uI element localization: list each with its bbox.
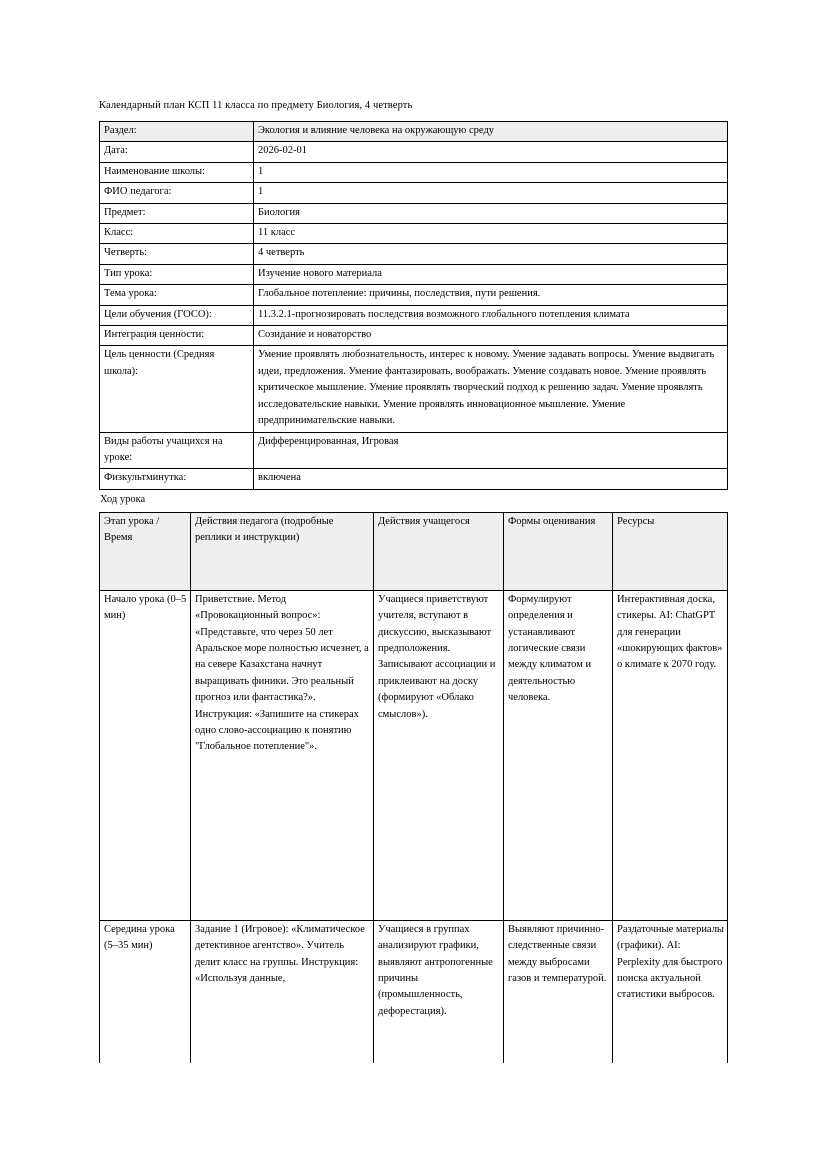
cell-stage: Начало урока (0–5 мин)	[100, 590, 191, 920]
info-value: 2026-02-01	[254, 142, 728, 162]
cell-resources: Интерактивная доска, стикеры. AI: ChatGPT для генерации «шокирующих фактов» о климате к 2070 году.	[613, 590, 728, 920]
info-label: Предмет:	[100, 203, 254, 223]
info-label: Цели обучения (ГОСО):	[100, 305, 254, 325]
info-label: Виды работы учащихся на уроке:	[100, 432, 254, 469]
info-value: Экология и влияние человека на окружающую среду	[254, 122, 728, 142]
table-row	[100, 122, 728, 142]
info-label: Физкультминутка:	[100, 469, 254, 489]
table-row	[100, 469, 728, 489]
lesson-info-table-body	[100, 122, 728, 490]
section-heading-lesson-flow: Ход урока	[100, 493, 146, 505]
table-row	[100, 305, 728, 325]
info-value: 1	[254, 183, 728, 203]
info-label: ФИО педагога:	[100, 183, 254, 203]
info-value: 11.3.2.1-прогнозировать последствия возможного глобального потепления климата	[254, 305, 728, 325]
table-row	[100, 264, 728, 284]
info-label: Наименование школы:	[100, 162, 254, 182]
info-value: Умение проявлять любознательность, интерес к новому. Умение задавать вопросы. Умение выдвигать идеи, предложения. Умение фантазировать, воображать. Умение создавать новое. Умение проявлять критическое мышление. Умение проявлять творческий подход к решению задач. Умение проявлять исследовательские навыки. Умение проявлять инновационное мышление. Умение предпринимательские навыки.	[254, 346, 728, 432]
cell-assessment: Выявляют причинно-следственные связи между выбросами газов и температурой.	[504, 920, 613, 1063]
info-label: Цель ценности (Средняя школа):	[100, 346, 254, 432]
table-row	[100, 244, 728, 264]
info-value: 11 класс	[254, 224, 728, 244]
table-row	[100, 162, 728, 182]
info-label: Класс:	[100, 224, 254, 244]
column-header-stage: Этап урока / Время	[100, 512, 191, 590]
info-label: Раздел:	[100, 122, 254, 142]
table-row	[100, 590, 728, 920]
info-value: Дифференцированная, Игровая	[254, 432, 728, 469]
info-label: Тема урока:	[100, 285, 254, 305]
table-row	[100, 346, 728, 432]
info-label: Дата:	[100, 142, 254, 162]
cell-teacher-actions: Приветствие. Метод «Провокационный вопрос»: «Представьте, что через 50 лет Аральское море полностью исчезнет, а на севере Казахстана начнут выращивать финики. Это реальный прогноз или фантастика?». Инструкция: «Запишите на стикерах одно слово-ассоциацию к понятию "Глобальное потепление"».	[191, 590, 374, 920]
info-value: Глобальное потепление: причины, последствия, пути решения.	[254, 285, 728, 305]
column-header-student-actions: Действия учащегося	[374, 512, 504, 590]
table-row	[100, 183, 728, 203]
cell-student-actions: Учащиеся в группах анализируют графики, выявляют антропогенные причины (промышленность, дефорестация).	[374, 920, 504, 1063]
info-value: 4 четверть	[254, 244, 728, 264]
column-header-resources: Ресурсы	[613, 512, 728, 590]
info-value: включена	[254, 469, 728, 489]
column-header-teacher-actions: Действия педагога (подробные реплики и инструкции)	[191, 512, 374, 590]
cell-student-actions: Учащиеся приветствуют учителя, вступают в дискуссию, высказывают предположения. Записывают ассоциации и приклеивают на доску (формируют «Облако смыслов»).	[374, 590, 504, 920]
table-header-row	[100, 512, 728, 590]
table-row	[100, 285, 728, 305]
info-value: Созидание и новаторство	[254, 326, 728, 346]
info-label: Четверть:	[100, 244, 254, 264]
cell-teacher-actions: Задание 1 (Игровое): «Климатическое детективное агентство». Учитель делит класс на группы. Инструкция: «Используя данные,	[191, 920, 374, 1063]
table-row	[100, 142, 728, 162]
info-value: Биология	[254, 203, 728, 223]
document-body	[99, 99, 727, 1063]
cell-assessment: Формулируют определения и устанавливают логические связи между климатом и деятельностью человека.	[504, 590, 613, 920]
info-label: Тип урока:	[100, 264, 254, 284]
table-row	[100, 920, 728, 1063]
lesson-flow-table-body	[100, 512, 728, 1063]
cell-resources: Раздаточные материалы (графики). AI: Perplexity для быстрого поиска актуальной статистики выбросов.	[613, 920, 728, 1063]
table-row	[100, 224, 728, 244]
lesson-info-table	[99, 121, 728, 490]
lesson-flow-table	[99, 512, 728, 1063]
table-row	[100, 432, 728, 469]
table-row	[100, 326, 728, 346]
cell-stage: Середина урока (5–35 мин)	[100, 920, 191, 1063]
info-value: 1	[254, 162, 728, 182]
info-value: Изучение нового материала	[254, 264, 728, 284]
column-header-assessment: Формы оценивания	[504, 512, 613, 590]
table-row	[100, 203, 728, 223]
page-title: Календарный план КСП 11 класса по предмету Биология, 4 четверть	[99, 100, 413, 111]
info-label: Интеграция ценности:	[100, 326, 254, 346]
